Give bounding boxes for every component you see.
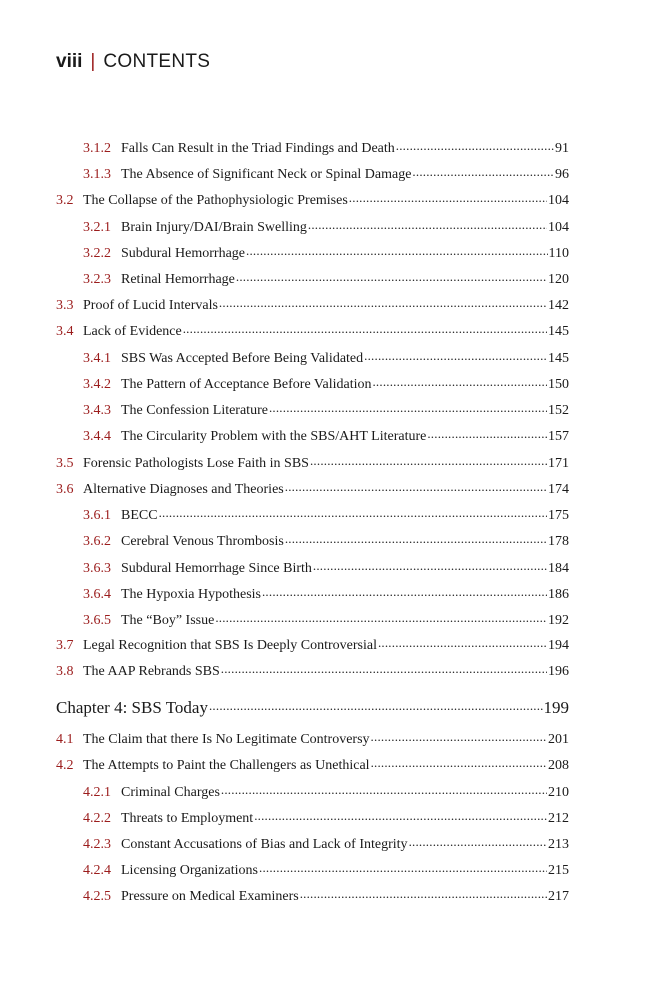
toc-entry-number: 3.6.4	[83, 587, 111, 602]
dot-leader	[209, 699, 543, 713]
toc-entry[interactable]	[83, 350, 569, 368]
toc-entry-number: 3.4.1	[83, 351, 111, 366]
toc-entry-page: 215	[548, 863, 569, 878]
toc-entry[interactable]	[83, 376, 569, 394]
toc-entry-title: Forensic Pathologists Lose Faith in SBS	[83, 456, 309, 471]
toc-entry[interactable]	[83, 810, 569, 828]
toc-entry-number: 3.1.2	[83, 141, 111, 156]
dot-leader	[371, 757, 547, 769]
toc-entry-title: The Pattern of Acceptance Before Validation	[121, 377, 372, 392]
toc-entry-page: 213	[548, 837, 569, 852]
toc-entry[interactable]	[56, 455, 569, 473]
dot-leader	[349, 192, 547, 204]
toc-entry-title: Retinal Hemorrhage	[121, 272, 235, 287]
toc-entry-number: 4.1	[56, 732, 74, 747]
dot-leader	[246, 245, 547, 257]
toc-entry-title: Proof of Lucid Intervals	[83, 298, 218, 313]
toc-entry-title: Falls Can Result in the Triad Findings and Death	[121, 141, 395, 156]
dot-leader	[371, 731, 547, 743]
toc-entry-number: 3.6.3	[83, 561, 111, 576]
toc-entry[interactable]	[83, 533, 569, 551]
dot-leader	[372, 376, 547, 388]
toc-entry[interactable]	[56, 192, 569, 210]
toc-entry-number: 4.2.4	[83, 863, 111, 878]
toc-entry-page: 120	[548, 272, 569, 287]
toc-entry-page: 178	[548, 534, 569, 549]
toc-entry-number: 3.6.1	[83, 508, 111, 523]
dot-leader	[412, 166, 554, 178]
toc-entry[interactable]	[56, 323, 569, 341]
toc-entry-page: 192	[548, 613, 569, 628]
toc-entry-page: 110	[548, 246, 569, 261]
toc-entry-page: 104	[548, 193, 569, 208]
toc-entry[interactable]	[83, 140, 569, 158]
toc-entry-title: Alternative Diagnoses and Theories	[83, 482, 284, 497]
toc-entry-number: 3.2	[56, 193, 74, 208]
dot-leader	[236, 271, 547, 283]
toc-entry[interactable]	[56, 663, 569, 681]
toc-entry-title: The Circularity Problem with the SBS/AHT Literature	[121, 429, 427, 444]
running-header	[56, 50, 210, 74]
toc-entry[interactable]	[83, 612, 569, 630]
toc-entry[interactable]	[83, 219, 569, 237]
toc-chapter-entry[interactable]	[56, 697, 569, 719]
toc-entry-page: 157	[548, 429, 569, 444]
dot-leader	[183, 323, 547, 335]
toc-entry-number: 4.2	[56, 758, 74, 773]
toc-entry-title: Brain Injury/DAI/Brain Swelling	[121, 220, 307, 235]
toc-entry-page: 201	[548, 732, 569, 747]
toc-entry[interactable]	[56, 637, 569, 655]
toc-entry-number: 3.6.5	[83, 613, 111, 628]
toc-entry-title: Licensing Organizations	[121, 863, 258, 878]
dot-leader	[215, 612, 547, 624]
toc-entry-number: 3.1.3	[83, 167, 111, 182]
toc-entry[interactable]	[83, 888, 569, 906]
toc-entry-page: 208	[548, 758, 569, 773]
toc-entry-number: 4.2.3	[83, 837, 111, 852]
toc-entry-number: 4.2.5	[83, 889, 111, 904]
toc-entry-page: 142	[548, 298, 569, 313]
toc-entry-page: 171	[548, 456, 569, 471]
header-title: CONTENTS	[103, 51, 211, 72]
toc-entry-page: 199	[543, 698, 569, 717]
dot-leader	[269, 402, 547, 414]
toc-entry-number: 4.2.1	[83, 785, 111, 800]
toc-entry-title: The “Boy” Issue	[121, 613, 215, 628]
toc-entry-title: The Claim that there Is No Legitimate Controversy	[83, 732, 370, 747]
toc-entry-title: Lack of Evidence	[83, 324, 182, 339]
page-number: viii	[56, 51, 83, 72]
toc-entry-number: 3.6	[56, 482, 74, 497]
toc-entry-number: 4.2.2	[83, 811, 111, 826]
toc-entry-title: Chapter 4: SBS Today	[56, 698, 208, 717]
toc-entry-title: Criminal Charges	[121, 785, 220, 800]
toc-entry-number: 3.4.3	[83, 403, 111, 418]
toc-entry[interactable]	[83, 836, 569, 854]
toc-entry-page: 194	[548, 638, 569, 653]
toc-entry-page: 152	[548, 403, 569, 418]
toc-entry[interactable]	[83, 507, 569, 525]
toc-entry-title: Cerebral Venous Thrombosis	[121, 534, 284, 549]
toc-entry[interactable]	[83, 586, 569, 604]
toc-entry-title: The Collapse of the Pathophysiologic Premises	[83, 193, 348, 208]
toc-entry-number: 3.4.4	[83, 429, 111, 444]
toc-entry-title: The Hypoxia Hypothesis	[121, 587, 261, 602]
header-separator: |	[90, 51, 96, 72]
dot-leader	[313, 560, 547, 572]
dot-leader	[221, 663, 547, 675]
dot-leader	[285, 481, 547, 493]
dot-leader	[285, 533, 547, 545]
dot-leader	[378, 637, 547, 649]
toc-entry-title: The AAP Rebrands SBS	[83, 664, 220, 679]
toc-entry-number: 3.4	[56, 324, 74, 339]
toc-entry-title: Subdural Hemorrhage	[121, 246, 246, 261]
toc-entry-page: 150	[548, 377, 569, 392]
toc-entry-title: Subdural Hemorrhage Since Birth	[121, 561, 312, 576]
toc-entry-title: Threats to Employment	[121, 811, 254, 826]
toc-entry-number: 3.2.1	[83, 220, 111, 235]
dot-leader	[364, 350, 547, 362]
toc-entry-number: 3.2.3	[83, 272, 111, 287]
toc-entry-number: 3.5	[56, 456, 74, 471]
toc-entry-page: 91	[555, 141, 569, 156]
toc-entry-page: 212	[548, 811, 569, 826]
toc-entry-page: 217	[548, 889, 569, 904]
dot-leader	[254, 810, 547, 822]
dot-leader	[427, 428, 547, 440]
dot-leader	[159, 507, 547, 519]
toc-entry[interactable]	[83, 271, 569, 289]
toc-entry-title: The Attempts to Paint the Challengers as Unethical	[83, 758, 370, 773]
toc-entry[interactable]	[83, 560, 569, 578]
dot-leader	[310, 455, 547, 467]
toc-entry-number: 3.4.2	[83, 377, 111, 392]
toc-entry-number: 3.2.2	[83, 246, 111, 261]
toc-entry-page: 96	[555, 167, 569, 182]
toc-entry-page: 196	[548, 664, 569, 679]
toc-entry-number: 3.3	[56, 298, 74, 313]
toc-entry[interactable]	[83, 428, 569, 446]
toc-entry-number: 3.7	[56, 638, 74, 653]
toc-entry-number: 3.8	[56, 664, 74, 679]
toc-entry[interactable]	[83, 166, 569, 184]
toc-entry[interactable]	[56, 297, 569, 315]
toc-entry-number: 3.6.2	[83, 534, 111, 549]
toc-entry[interactable]	[83, 862, 569, 880]
dot-leader	[259, 862, 547, 874]
dot-leader	[221, 784, 547, 796]
toc-entry-title: SBS Was Accepted Before Being Validated	[121, 351, 364, 366]
toc-entry-page: 186	[548, 587, 569, 602]
dot-leader	[409, 836, 547, 848]
toc-entry-title: The Confession Literature	[121, 403, 268, 418]
toc-entry[interactable]	[83, 402, 569, 420]
toc-entry-title: The Absence of Significant Neck or Spinal Damage	[121, 167, 412, 182]
toc-entry-title: BECC	[121, 508, 158, 523]
toc-entry-page: 174	[548, 482, 569, 497]
toc-entry[interactable]	[56, 481, 569, 499]
dot-leader	[262, 586, 547, 598]
toc-entry-page: 104	[548, 220, 569, 235]
dot-leader	[300, 888, 547, 900]
toc-entry-title: Pressure on Medical Examiners	[121, 889, 299, 904]
toc-entry[interactable]	[83, 245, 569, 263]
toc-entry[interactable]	[56, 757, 569, 775]
dot-leader	[308, 219, 547, 231]
toc-entry-page: 175	[548, 508, 569, 523]
toc-entry[interactable]	[83, 784, 569, 802]
dot-leader	[219, 297, 547, 309]
toc-entry-page: 145	[548, 324, 569, 339]
toc-entry-page: 210	[548, 785, 569, 800]
toc-entry[interactable]	[56, 731, 569, 749]
dot-leader	[396, 140, 554, 152]
toc-entry-page: 145	[548, 351, 569, 366]
toc-entry-page: 184	[548, 561, 569, 576]
toc-entry-title: Constant Accusations of Bias and Lack of Integrity	[121, 837, 408, 852]
toc-entry-title: Legal Recognition that SBS Is Deeply Controversial	[83, 638, 377, 653]
